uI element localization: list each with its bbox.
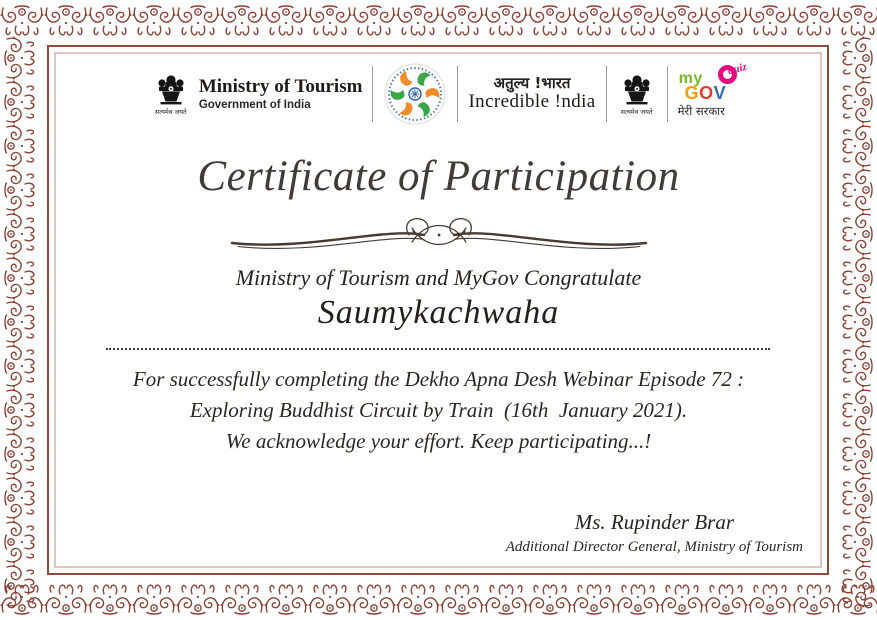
recipient-name: Saumykachwaha xyxy=(317,294,560,331)
mygov-letter-g: G xyxy=(684,82,700,103)
dotted-separator xyxy=(106,348,770,350)
ministry-subtitle: Government of India xyxy=(198,98,311,111)
logo-divider xyxy=(606,66,607,122)
body-line-1: For successfully completing the Dekho Apna Desh Webinar Episode 72 : xyxy=(132,367,745,391)
incredible-india-english: Incredible !ndia xyxy=(468,91,596,113)
mygov-my-text: my xyxy=(678,69,703,87)
incredible-india-logo xyxy=(468,75,595,113)
signature-block xyxy=(506,510,803,556)
logo-divider xyxy=(667,66,668,122)
congratulate-line: Ministry of Tourism and MyGov Congratulate xyxy=(235,265,642,290)
certificate-body xyxy=(56,364,821,457)
ashoka-emblem-icon xyxy=(151,73,191,106)
body-line-2: Exploring Buddhist Circuit by Train (16th January 2021). xyxy=(189,398,688,422)
logo-divider xyxy=(372,66,373,122)
mygov-logo xyxy=(677,60,749,118)
signatory-name: Ms. Rupinder Brar xyxy=(574,510,734,534)
emblem-motto-text: सत्यमेव जयते xyxy=(620,107,653,116)
ministry-text-block xyxy=(199,77,363,111)
national-emblem-right xyxy=(617,73,657,116)
incredible-india-hindi: अतुल्य !भारत xyxy=(493,73,571,92)
certificate-title: Certificate of Participation xyxy=(197,153,680,200)
header-logos-row xyxy=(56,62,821,126)
body-line-3: We acknowledge your effort. Keep participating...! xyxy=(225,429,652,453)
certificate-content xyxy=(56,54,821,566)
mygov-tagline: मेरी सरकार xyxy=(677,103,725,118)
national-emblem-left xyxy=(151,73,191,116)
flourish-divider-icon xyxy=(224,214,654,258)
mygov-letter-o: O xyxy=(699,82,714,103)
ashoka-emblem-icon xyxy=(617,73,657,106)
ministry-title: Ministry of Tourism xyxy=(198,76,363,98)
emblem-motto-text: सत्यमेव जयते xyxy=(154,107,187,116)
mygov-letter-v: V xyxy=(713,82,727,103)
ek-bharat-shreshtha-bharat-logo xyxy=(383,62,447,126)
signatory-title: Additional Director General, Ministry of Tourism xyxy=(505,539,803,555)
logo-divider xyxy=(457,66,458,122)
ministry-of-tourism-block xyxy=(151,73,363,116)
quiz-badge-icon xyxy=(718,60,752,89)
quiz-label: quiz xyxy=(726,60,749,77)
